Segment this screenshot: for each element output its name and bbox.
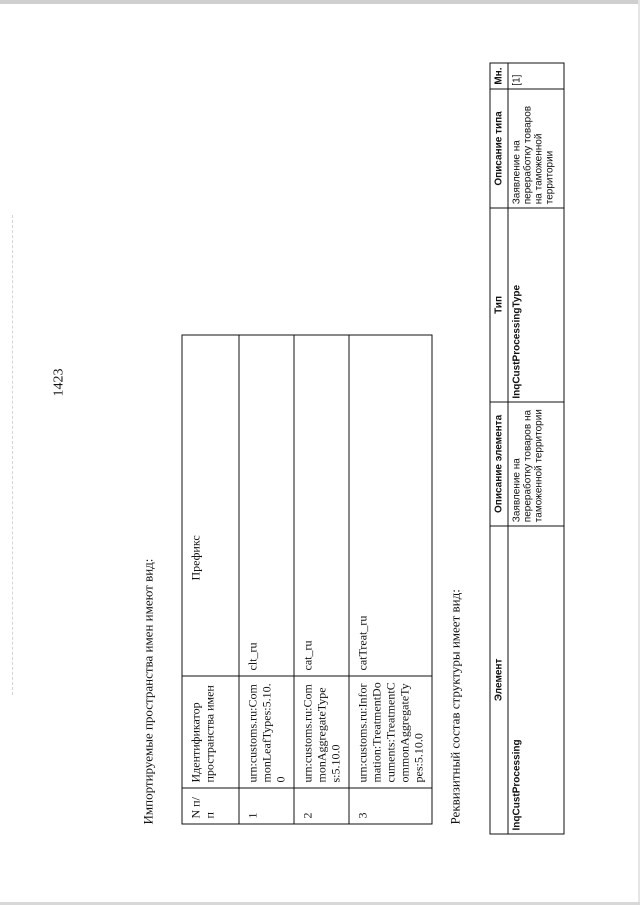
header-element: Элемент [490,526,508,834]
row-element: InqCustProcessing [508,526,564,834]
row-identifier: urn:customs.ru:Information:TreatmentDocuments:TreatmentCommonAggregateTypes:5.10.0 [349,676,432,788]
table-row [508,63,564,834]
row-num: 3 [349,788,432,824]
structure-header-row [490,63,508,834]
row-element-desc: Заявление на переработку товаров на таможенной территории [508,402,564,526]
scan-edge-top [0,0,640,4]
rotated-content [43,63,598,843]
header-type: Тип [490,208,508,402]
row-type: InqCustProcessingType [508,208,564,402]
row-identifier: urn:customs.ru:CommonLeafTypes:5.10.0 [239,676,294,788]
row-num: 2 [294,788,349,824]
structure-table [490,63,565,835]
row-multiplicity: [1] [508,63,564,89]
namespaces-header-row [182,335,239,824]
row-prefix: catTreat_ru [349,335,432,676]
row-prefix: cat_ru [294,335,349,676]
row-num: 1 [239,788,294,824]
table-row [239,335,294,824]
header-type-desc: Описание типа [490,89,508,208]
namespaces-intro: Импортируемые пространства имен имеют вид: [140,558,156,825]
header-identifier: Идентификатор пространства имен [182,676,239,788]
row-prefix: clt_ru [239,335,294,676]
scan-crease [12,215,14,695]
table-row [349,335,432,824]
page-number: 1423 [51,368,67,397]
row-identifier: urn:customs.ru:CommonAggregateTypes:5.10.0 [294,676,349,788]
row-type-desc: Заявление на переработку товаров на таможенной территории [508,89,564,208]
header-multiplicity: Мн. [490,63,508,89]
structure-intro: Реквизитный состав структуры имеет вид: [447,589,463,825]
table-row [294,335,349,824]
header-num: N п/п [182,788,239,824]
namespaces-table [182,335,433,825]
header-element-desc: Описание элемента [490,402,508,526]
header-prefix: Префикс [182,335,239,676]
